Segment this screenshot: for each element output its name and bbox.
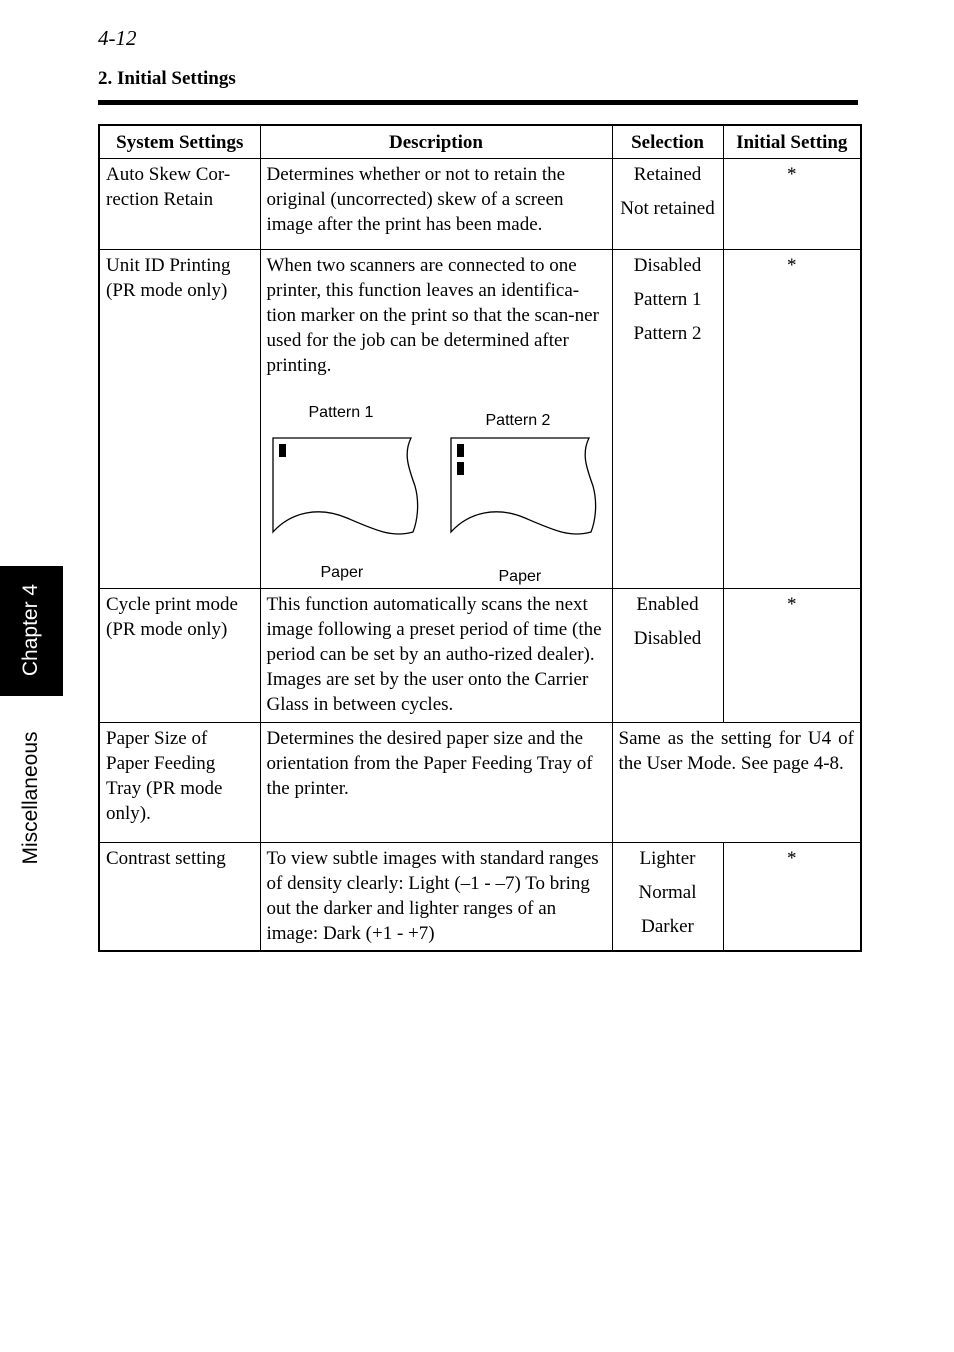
table-header-row <box>99 125 861 159</box>
merged-selection-note: Same as the setting for U4 of the User Mode. See page 4-8. <box>612 723 861 843</box>
column-header: Initial Setting <box>723 125 861 159</box>
selection-option: Normal <box>638 882 697 903</box>
section-title: 2. Initial Settings <box>98 68 236 89</box>
initial-setting-marker: * <box>723 159 861 250</box>
setting-description: This function automatically scans the next image following a preset period of time (the period can be set by an autho-rized dealer). Images are set by the user onto the Carrier Glass in between cycles. <box>260 589 612 723</box>
table-row <box>99 159 861 250</box>
settings-table <box>98 124 862 952</box>
selection-option: Disabled <box>633 628 702 649</box>
setting-description: To view subtle images with standard ranges of density clearly: Light (–1 - –7) To bring out the darker and lighter ranges of an image: Dark (+1 - +7) <box>260 843 612 951</box>
id-marker-pattern-2-bottom <box>457 462 464 475</box>
category-label: Miscellaneous <box>19 731 42 865</box>
column-header: Selection <box>612 125 723 159</box>
initial-setting-marker: * <box>723 843 861 951</box>
setting-name: Unit ID Printing (PR mode only) <box>99 250 260 589</box>
table-row <box>99 843 861 951</box>
id-marker-pattern-2-top <box>457 444 464 457</box>
selection-option: Retained <box>633 164 702 185</box>
unit-id-pattern-diagram <box>267 384 607 584</box>
selection-option: Darker <box>641 916 694 937</box>
setting-description-cell <box>260 250 612 589</box>
setting-name: Contrast setting <box>99 843 260 951</box>
setting-name: Cycle print mode (PR mode only) <box>99 589 260 723</box>
table-row <box>99 589 861 723</box>
setting-description: Determines the desired paper size and the orientation from the Paper Feeding Tray of the printer. <box>260 723 612 843</box>
id-marker-pattern-1 <box>279 444 286 457</box>
selection-option: Enabled <box>636 594 699 615</box>
initial-setting-marker: * <box>723 589 861 723</box>
table-row <box>99 723 861 843</box>
pattern-1-label: Pattern 1 <box>308 404 374 421</box>
selection-options <box>612 589 723 723</box>
selection-option: Lighter <box>639 848 696 869</box>
header-rule <box>98 100 858 105</box>
paper-2-label: Paper <box>498 568 542 585</box>
selection-options <box>612 250 723 589</box>
column-header: Description <box>260 125 612 159</box>
selection-option: Pattern 2 <box>633 323 702 344</box>
selection-options <box>612 843 723 951</box>
table-row <box>99 250 861 589</box>
selection-option: Pattern 1 <box>633 289 702 310</box>
pattern-2-label: Pattern 2 <box>485 412 551 429</box>
setting-name: Paper Size of Paper Feeding Tray (PR mode only). <box>99 723 260 843</box>
setting-name: Auto Skew Cor-rection Retain <box>99 159 260 250</box>
initial-setting-marker: * <box>723 250 861 589</box>
selection-option: Disabled <box>633 255 702 276</box>
paper-sheet-pattern-2 <box>451 438 596 534</box>
page-number: 4-12 <box>98 26 137 50</box>
column-header: System Settings <box>99 125 260 159</box>
selection-option: Not retained <box>620 198 715 219</box>
paper-sheet-pattern-1 <box>273 438 418 534</box>
setting-description: Determines whether or not to retain the original (uncorrected) skew of a screen image after the print has been made. <box>260 159 612 250</box>
paper-1-label: Paper <box>320 564 364 581</box>
paper-sheets-illustration <box>267 384 607 584</box>
setting-description: When two scanners are connected to one printer, this function leaves an identifica-tion marker on the print so that the scan-ner used for the job can be determined after printing. <box>266 255 599 376</box>
chapter-tab-label: Chapter 4 <box>19 583 42 677</box>
selection-options <box>612 159 723 250</box>
